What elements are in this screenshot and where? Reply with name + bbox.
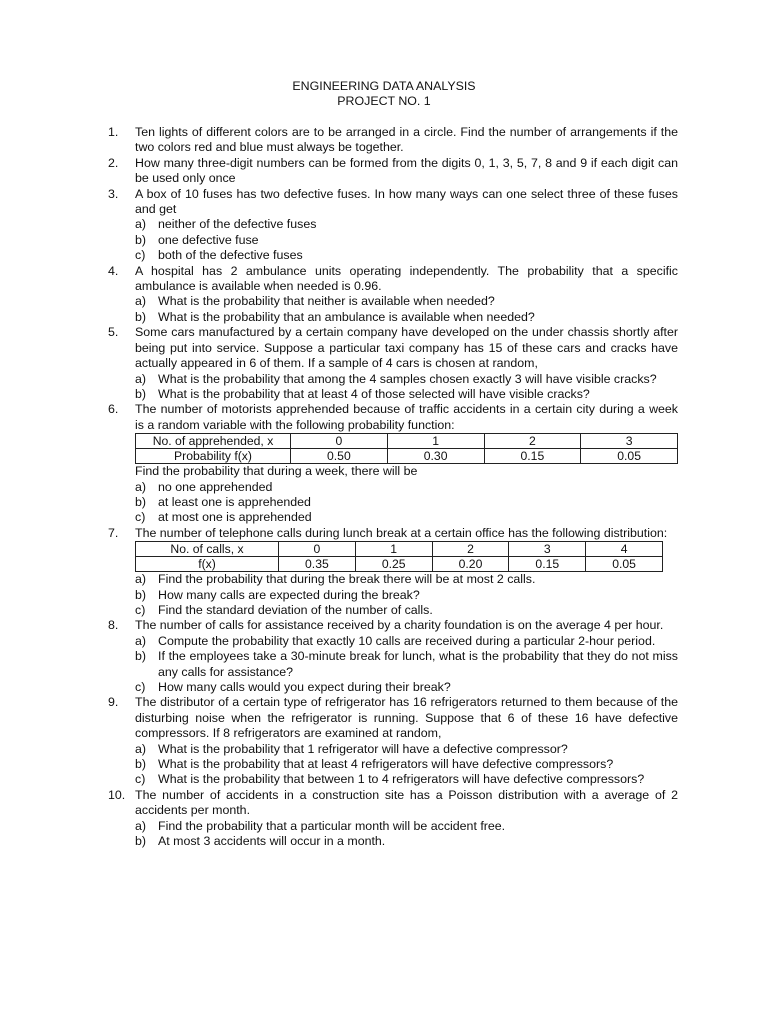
sub-question — [135, 310, 678, 325]
question-number: 1. — [108, 125, 119, 139]
question-text: The number of telephone calls during lunch break at a certain office has the following distribution: — [135, 525, 668, 540]
question-6 — [108, 402, 678, 525]
sub-question — [135, 742, 678, 757]
sub-question — [135, 634, 678, 649]
table-cell: 0 — [291, 434, 388, 449]
question-text: A box of 10 fuses has two defective fuses. In how many ways can one select three of these fuses and get — [135, 186, 678, 217]
row-header: Probability f(x) — [136, 449, 291, 464]
table-cell: 0.05 — [581, 449, 678, 464]
sub-question-label: a) — [135, 371, 147, 386]
sub-question — [135, 680, 678, 695]
sub-question — [135, 572, 678, 587]
question-followup-text: Find the probability that during a week, there will be — [135, 464, 418, 479]
table-cell: 0.50 — [291, 449, 388, 464]
sub-question-label: a) — [135, 479, 147, 494]
table-cell: 0.15 — [509, 557, 586, 572]
question-list — [108, 125, 678, 849]
sub-question-text: What is the probability that neither is available when needed? — [158, 294, 495, 309]
sub-question-label: b) — [135, 757, 147, 772]
question-9 — [108, 695, 678, 787]
sub-question-text: What is the probability that among the 4 samples chosen exactly 3 will have visible cracks? — [158, 371, 657, 386]
question-number: 9. — [108, 695, 119, 710]
sub-question-text: at least one is apprehended — [158, 494, 311, 509]
sub-question — [135, 248, 678, 263]
sub-question-text: What is the probability that at least 4 refrigerators will have defective compressors? — [158, 757, 614, 772]
question-text: Some cars manufactured by a certain company have developed on the under chassis shortly after being put into service. Suppose a particular taxi company has 15 of these cars and cracks have actually appeared in 6 of them. If a sample of 4 cars is chosen at random, — [135, 325, 678, 371]
sub-question — [135, 217, 678, 232]
sub-question-text: What is the probability that 1 refrigerator will have a defective compressor? — [158, 741, 568, 756]
sub-question-text: neither of the defective fuses — [158, 217, 317, 232]
question-text: The number of motorists apprehended because of traffic accidents in a certain city during a week is a random variable with the following probability function: — [135, 402, 678, 432]
sub-question-text: at most one is apprehended — [158, 510, 312, 525]
sub-question — [135, 372, 678, 387]
document-subtitle: PROJECT NO. 1 — [337, 94, 431, 109]
sub-question-label: c) — [135, 510, 146, 525]
sub-question-text: What is the probability that at least 4 of those selected will have visible cracks? — [158, 386, 590, 401]
table-cell: 2 — [484, 434, 581, 449]
sub-question-text: Find the standard deviation of the number of calls. — [158, 602, 433, 617]
row-header: No. of apprehended, x — [136, 434, 291, 449]
sub-question — [135, 294, 678, 309]
sub-question-label: b) — [135, 649, 147, 664]
sub-question-text: Find the probability that a particular month will be accident free. — [158, 818, 506, 833]
question-number: 5. — [108, 325, 119, 340]
sub-question — [135, 495, 678, 510]
question-number: 7. — [108, 525, 119, 540]
table-cell: 0.35 — [279, 557, 356, 572]
table-row — [136, 449, 678, 464]
table-cell: 3 — [581, 434, 678, 449]
question-number: 6. — [108, 402, 119, 417]
sub-question — [135, 649, 678, 680]
sub-question-label: b) — [135, 494, 147, 509]
question-4 — [108, 264, 678, 326]
question-number: 2. — [108, 155, 119, 170]
sub-question-label: b) — [135, 834, 147, 849]
sub-question — [135, 233, 678, 248]
probability-table — [135, 433, 678, 464]
table-cell: 0.20 — [432, 557, 509, 572]
sub-question-text: What is the probability that between 1 to 4 refrigerators will have defective compressors? — [158, 772, 645, 787]
question-number: 3. — [108, 186, 119, 201]
sub-question-label: b) — [135, 386, 147, 401]
question-1 — [108, 125, 678, 156]
sub-question-text: What is the probability that an ambulance is available when needed? — [158, 309, 535, 324]
question-text: The distributor of a certain type of refrigerator has 16 refrigerators returned to them because of the disturbing noise when the refrigerator is running. Suppose that 6 of these 16 have defective compressors. If 8 refrigerators are examined at random, — [135, 695, 678, 741]
table-row — [136, 542, 663, 557]
document-title: ENGINEERING DATA ANALYSIS — [292, 79, 476, 93]
sub-question-label: b) — [135, 232, 147, 247]
sub-question-text: both of the defective fuses — [158, 248, 303, 263]
question-text: Ten lights of different colors are to be arranged in a circle. Find the number of arrangements if the two colors red and blue must always be together. — [135, 125, 678, 155]
question-8 — [108, 618, 678, 695]
sub-question-text: At most 3 accidents will occur in a month. — [158, 834, 386, 849]
sub-question — [135, 819, 678, 834]
sub-question-label: a) — [135, 633, 147, 648]
table-cell: 0 — [279, 542, 356, 557]
sub-question-label: a) — [135, 818, 147, 833]
sub-question-label: c) — [135, 248, 146, 263]
sub-question-text: How many calls are expected during the break? — [158, 587, 420, 602]
sub-question-label: b) — [135, 309, 147, 324]
sub-question — [135, 603, 678, 618]
question-text: The number of accidents in a construction site has a Poisson distribution with a average of 2 accidents per month. — [135, 787, 678, 818]
sub-question-text: How many calls would you expect during their break? — [158, 680, 451, 694]
sub-question-label: a) — [135, 741, 147, 756]
table-cell: 0.05 — [586, 557, 663, 572]
table-cell: 1 — [355, 542, 432, 557]
row-header: No. of calls, x — [136, 542, 279, 557]
table-cell: 1 — [387, 434, 484, 449]
sub-question-label: c) — [135, 602, 146, 617]
table-cell: 3 — [509, 542, 586, 557]
question-10 — [108, 788, 678, 850]
sub-question-label: c) — [135, 680, 146, 694]
sub-question — [135, 772, 678, 787]
question-text: A hospital has 2 ambulance units operating independently. The probability that a specific ambulance is available when needed is 0.96. — [135, 263, 678, 294]
sub-question-label: a) — [135, 294, 147, 309]
table-row — [136, 557, 663, 572]
sub-question — [135, 387, 678, 402]
table-row — [136, 434, 678, 449]
sub-question-text: no one apprehended — [158, 479, 273, 494]
sub-question — [135, 588, 678, 603]
sub-question-text: Find the probability that during the break there will be at most 2 calls. — [158, 572, 536, 587]
question-number: 10. — [108, 787, 126, 802]
sub-question-label: a) — [135, 217, 147, 232]
question-2 — [108, 156, 678, 187]
question-3 — [108, 187, 678, 264]
sub-question — [135, 480, 678, 495]
sub-question-text: one defective fuse — [158, 232, 259, 247]
question-7 — [108, 526, 678, 619]
sub-question-label: c) — [135, 772, 146, 787]
question-5 — [108, 325, 678, 402]
sub-question-label: b) — [135, 587, 147, 602]
document-header — [0, 79, 768, 110]
row-header: f(x) — [136, 557, 279, 572]
question-number: 8. — [108, 618, 119, 633]
sub-question-label: a) — [135, 572, 147, 587]
table-cell: 4 — [586, 542, 663, 557]
table-cell: 0.15 — [484, 449, 581, 464]
question-number: 4. — [108, 263, 119, 278]
table-cell: 2 — [432, 542, 509, 557]
sub-question-text: If the employees take a 30-minute break for lunch, what is the probability that they do not miss any calls for assistance? — [158, 649, 678, 679]
distribution-table — [135, 541, 663, 572]
table-cell: 0.30 — [387, 449, 484, 464]
table-cell: 0.25 — [355, 557, 432, 572]
sub-question-text: Compute the probability that exactly 10 calls are received during a particular 2-hour period. — [158, 633, 656, 648]
question-text: How many three-digit numbers can be formed from the digits 0, 1, 3, 5, 7, 8 and 9 if each digit can be used only once — [135, 155, 678, 186]
sub-question — [135, 834, 678, 849]
sub-question — [135, 757, 678, 772]
question-text: The number of calls for assistance received by a charity foundation is on the average 4 per hour. — [135, 618, 664, 633]
sub-question — [135, 510, 678, 525]
